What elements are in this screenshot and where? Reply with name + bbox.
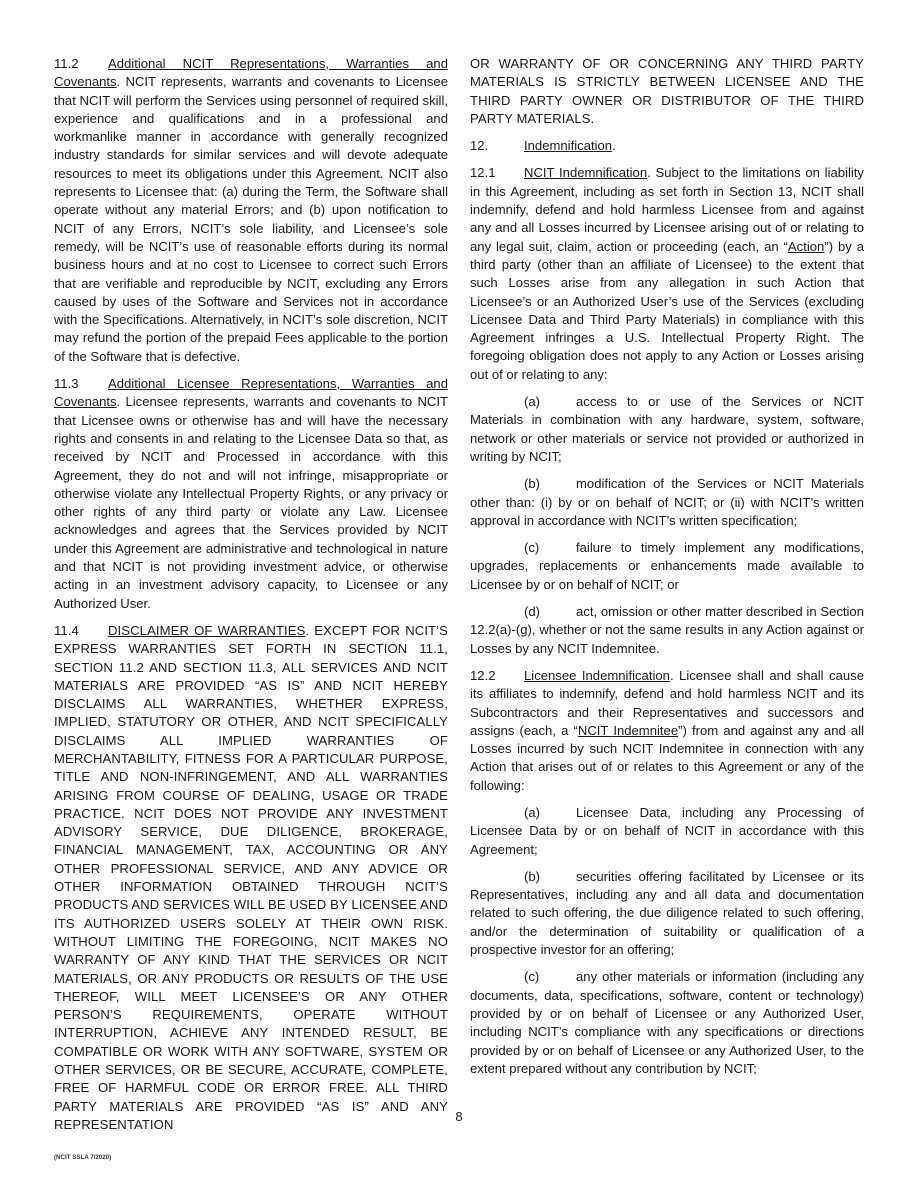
item-letter: (b) (524, 476, 541, 492)
right-column (470, 55, 864, 1087)
item-text: act, omission or other matter described in Section 12.2(a)-(g), whether or not the same results in any Action against or Losses by any NCIT Indemnitee. (470, 604, 864, 656)
section-body: . Licensee represents, warrants and covenants to NCIT that Licensee owns or otherwise has and will have the necessary rights and consents in and relating to the Licensee Data so that, as received by NCIT and Processed in accordance with this Agreement, they do not and will not infringe, misappropriate or otherwise violate any Intellectual Property Rights, or any privacy or other rights of any third party or violate any Law. Licensee acknowledges and agrees that the Services provided by NCIT under this Agreement are administrative and technological in nature and that NCIT is not providing investment advice, or otherwise acting in an investment advisory capacity, to Licensee or any Authorized User. (54, 394, 448, 611)
section-number: 11.2 (54, 56, 79, 71)
section-body: ”) by a third party (other than an affiliate of Licensee) to the extent that such Losses arise from any allegation in such Action that Licensee’s or an Authorized User’s use of the Services (excluding Licensee Data and Third Party Materials) in compliance with this Agreement infringes a U.S. Intellectual Property Right. The foregoing obligation does not apply to any Action or Losses arising out of or relating to any: (470, 238, 864, 382)
section-body: . Subject to the limitations on liability in this Agreement, including as set forth in Section 13, NCIT shall indemnify, defend and hold harmless Licensee from and against any and all Losses incurred by Licensee arising out of or relating to any legal suit, claim, action or proceeding (each, an “ (470, 165, 864, 254)
item-text: modification of the Services or NCIT Materials other than: (i) by or on behalf of NCIT; or (ii) with NCIT’s written approval in accordance with NCIT’s written specification; (470, 476, 864, 528)
item-text: Licensee Data, including any Processing of Licensee Data by or on behalf of NCIT in accordance with this Agreement; (470, 804, 864, 857)
section-heading: Additional NCIT Representations, Warranties and Covenants (54, 56, 448, 90)
defined-term: Action (787, 238, 825, 254)
item-letter: (c) (524, 969, 540, 985)
item-letter: (c) (524, 540, 540, 556)
section-11-4 (54, 622, 448, 1134)
section-12-2 (470, 667, 864, 795)
section-number: 11.4 (54, 622, 79, 638)
list-item (470, 475, 864, 530)
list-item (470, 393, 864, 466)
section-body: . EXCEPT FOR NCIT’S EXPRESS WARRANTIES SET FORTH IN SECTION 11.1, SECTION 11.2 AND SECTION 11.3, ALL SERVICES AND NCIT MATERIALS ARE PROVIDED “AS IS” AND NCIT HEREBY DISCLAIMS ALL WARRANTIES, WHETHER EXPRESS, IMPLIED, STATUTORY OR OTHER, AND NCIT SPECIFICALLY DISCLAIMS ALL IMPLIED WARRANTIES OF MERCHANTABILITY, FITNESS FOR A PARTICULAR PURPOSE, TITLE AND NON-INFRINGEMENT, AND ALL WARRANTIES ARISING FROM COURSE OF DEALING, USAGE OR TRADE PRACTICE. NCIT DOES NOT PROVIDE ANY INVESTMENT ADVISORY SERVICE, DUE DILIGENCE, BROKERAGE, FINANCIAL MANAGEMENT, TAX, ACCOUNTING OR ANY OTHER PROFESSIONAL SERVICE, AND ANY ADVICE OR OTHER INFORMATION OBTAINED THROUGH NCIT’S PRODUCTS AND SERVICES WILL BE USED BY LICENSEE AND ITS AUTHORIZED USERS SOLELY AT THEIR OWN RISK. WITHOUT LIMITING THE FOREGOING, NCIT MAKES NO WARRANTY OF ANY KIND THAT THE SERVICES OR NCIT MATERIALS, OR ANY PRODUCTS OR RESULTS OF THE USE THEREOF, WILL MEET LICENSEE’S OR ANY OTHER PERSON’S REQUIREMENTS, OPERATE WITHOUT INTERRUPTION, ACHIEVE ANY INTENDED RESULT, BE COMPATIBLE OR WORK WITH ANY SOFTWARE, SYSTEM OR OTHER SERVICES, OR BE SECURE, ACCURATE, COMPLETE, FREE OF HARMFUL CODE OR ERROR FREE. ALL THIRD PARTY MATERIALS ARE PROVIDED “AS IS” AND ANY REPRESENTATION (54, 622, 449, 1132)
section-body: . Licensee shall and shall cause its affiliates to indemnify, defend and hold harmless NCIT and its Subcontractors and their Representatives and successors and assigns (each, a “ (470, 667, 864, 738)
list-item (470, 603, 864, 658)
item-text: any other materials or information (including any documents, data, specifications, software, content or technology) provided by or on behalf of Licensee or any Authorized User, including NCIT’s compliance with any specifications or directions provided by or on behalf of Licensee or any Authorized User, to the extent prepared without any contribution by NCIT; (470, 969, 864, 1076)
list-item (470, 539, 864, 594)
list-item (470, 868, 864, 959)
list-item (470, 968, 864, 1078)
section-body: . NCIT represents, warrants and covenants to Licensee that NCIT will perform the Services using personnel of required skill, experience and qualifications and in a professional and workmanlike manner in accordance with generally recognized industry standards for similar services and will devote adequate resources to meet its obligations under this Agreement. NCIT also represents to Licensee that: (a) during the Term, the Software shall operate without any material Errors; and (b) upon notification to NCIT of any Errors, NCIT’s sole liability, and Licensee’s sole remedy, will be NCIT’s use of reasonable efforts during its normal business hours and at no cost to Licensee to correct such Errors that are verifiable and reproducible by NCIT, excluding any Errors caused by uses of the Software and Services not in accordance with the Specifications. Alternatively, in NCIT’s sole discretion, NCIT may refund the portion of the prepaid Fees applicable to the portion of the Software that is defective. (54, 74, 448, 364)
section-heading: Indemnification (524, 138, 613, 154)
item-letter: (b) (524, 868, 541, 884)
item-letter: (d) (524, 604, 541, 620)
section-heading-tail: . (612, 138, 616, 154)
section-number: 12.1 (470, 165, 496, 181)
item-text: securities offering facilitated by Licensee or its Representatives, including any and all data and documentation related to such offering, the due diligence related to such offering, and/or the determination of suitability or qualification of a prospective investor for an offering; (470, 868, 864, 958)
item-letter: (a) (524, 394, 541, 410)
document-footer: (NCIT SSLA 7/2020) (54, 1154, 112, 1161)
section-12 (470, 137, 864, 155)
section-body: ”) from and against any and all Losses incurred by such NCIT Indemnitee in connection with any Action that arises out of or relates to this Agreement or any of the following: (470, 722, 864, 793)
left-column (54, 55, 448, 1143)
item-text: access to or use of the Services or NCIT Materials in combination with any hardware, system, software, network or other materials or service not provided or authorized in writing by NCIT; (470, 394, 864, 464)
section-heading: Licensee Indemnification (524, 667, 670, 683)
section-11-2 (54, 55, 448, 366)
section-11-3 (54, 375, 448, 613)
section-12-1 (470, 164, 864, 384)
section-number: 11.3 (54, 376, 79, 392)
section-heading: Additional Licensee Representations, Warranties and Covenants (54, 376, 448, 410)
section-number: 12. (470, 138, 489, 154)
item-text: failure to timely implement any modifications, upgrades, replacements or enhancements made available to Licensee by or on behalf of NCIT; or (470, 540, 864, 592)
page-number: 8 (455, 1109, 463, 1124)
section-heading: NCIT Indemnification (524, 165, 648, 181)
section-heading: DISCLAIMER OF WARRANTIES (108, 622, 306, 638)
section-11-4-continuation: OR WARRANTY OF OR CONCERNING ANY THIRD PARTY MATERIALS IS STRICTLY BETWEEN LICENSEE AND THE THIRD PARTY OWNER OR DISTRIBUTOR OF THE THIRD PARTY MATERIALS. (470, 56, 864, 126)
item-letter: (a) (524, 804, 541, 820)
list-item (470, 804, 864, 859)
section-number: 12.2 (470, 667, 496, 683)
defined-term: NCIT Indemnitee (577, 722, 679, 738)
